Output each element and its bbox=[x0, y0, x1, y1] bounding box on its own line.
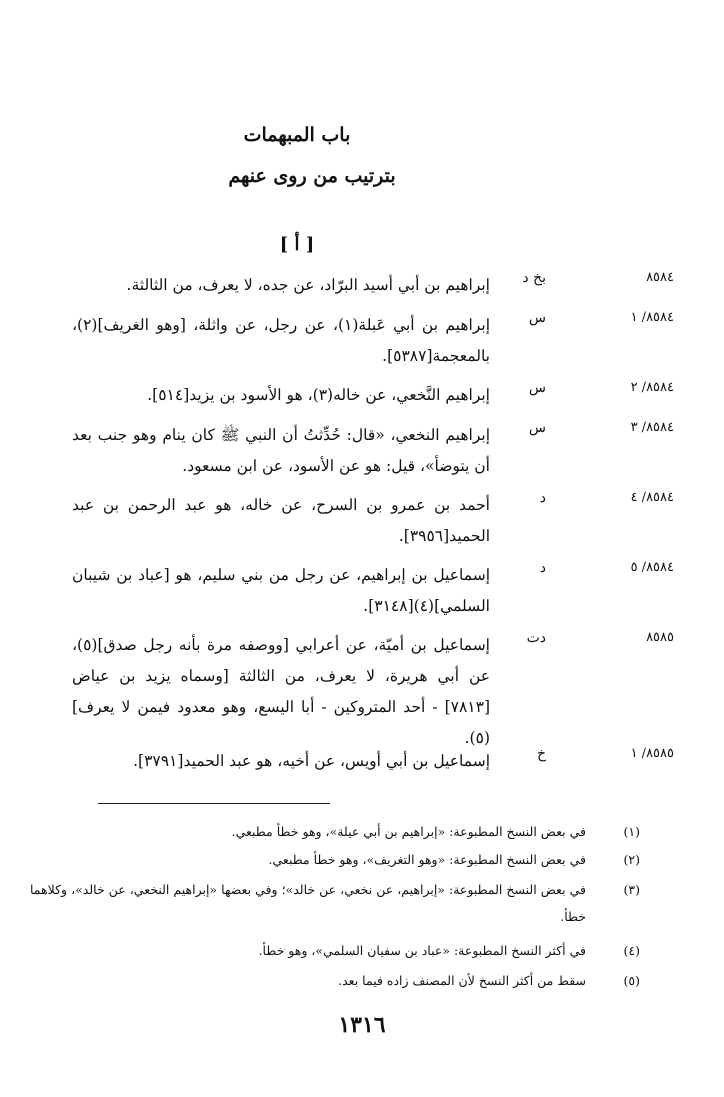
entry-8585-1 bbox=[0, 746, 724, 786]
footnote-number: (٢) bbox=[623, 852, 640, 867]
entry-number: ٨٥٨٤/ ٥ bbox=[630, 560, 674, 575]
entry-number: ٨٥٨٤/ ٣ bbox=[630, 420, 674, 435]
footnote-text: في بعض النسخ المطبوعة: «إبراهيم، عن نخعي، عن خالد»؛ وفي بعضها «إبراهيم النخعي، عن خالد»، وكلاهما خطأ. bbox=[30, 882, 586, 924]
entry-code: س bbox=[528, 310, 546, 326]
page-number: ١٣١٦ bbox=[338, 1012, 386, 1038]
entry-8584-3 bbox=[0, 420, 724, 490]
entry-number: ٨٥٨٤/ ٢ bbox=[630, 380, 674, 395]
footnote-number: (٤) bbox=[623, 943, 640, 958]
footnote-text: في بعض النسخ المطبوعة: «إبراهيم بن أبي عيلة»، وهو خطأ مطبعي. bbox=[231, 824, 586, 839]
entry-number: ٨٥٨٤/ ٤ bbox=[630, 490, 674, 505]
footnote-text: في أكثر النسخ المطبوعة: «عباد بن سفيان السلمي»، وهو خطأ. bbox=[258, 943, 586, 958]
entry-code: خ bbox=[536, 746, 546, 762]
entry-code: بخ د bbox=[522, 270, 546, 286]
entry-number: ٨٥٨٥/ ١ bbox=[630, 746, 674, 761]
entry-text: إبراهيم بن أبي أسيد البرّاد، عن جده، لا يعرف، من الثالثة. bbox=[126, 276, 490, 294]
entry-text: إبراهيم النخعي، «قال: حُدِّثتُ أن النبي ﷺ كان ينام وهو جنب بعد أن يتوضأ»، قيل: هو عن الأسود، عن ابن مسعود. bbox=[72, 426, 490, 475]
entry-text: إسماعيل بن أبي أويس، عن أخيه، هو عبد الحميد[٣٧٩١]. bbox=[133, 752, 490, 770]
entry-code: دت bbox=[526, 630, 546, 646]
footnote-number: (٣) bbox=[623, 882, 640, 897]
entry-text: إبراهيم النَّخعي، عن خاله(٣)، هو الأسود بن يزيد[٥١٤]. bbox=[147, 386, 490, 404]
entry-text: أحمد بن عمرو بن السرح، عن خاله، هو عبد الرحمن بن عبد الحميد[٣٩٥٦]. bbox=[72, 496, 490, 545]
entry-text: إبراهيم بن أبي عَبلة(١)، عن رجل، عن واثلة، [وهو الغريف](٢)، بالمعجمة[٥٣٨٧]. bbox=[72, 316, 490, 365]
entry-text: إسماعيل بن أميّة، عن أعرابي [ووصفه مرة بأنه رجل صدق](٥)، عن أبي هريرة، لا يعرف، من الثالثة [وسماه يزيد بن عياض [٧٨١٣] - أحد المتروكين - أبا اليسع، وهو معدود فيمن لا يعرف](٥). bbox=[72, 636, 490, 747]
footnote-number: (١) bbox=[623, 824, 640, 839]
entry-number: ٨٥٨٤ bbox=[646, 270, 674, 285]
footnote-text: في بعض النسخ المطبوعة: «وهو التغريف»، وهو خطأ مطبعي. bbox=[268, 852, 586, 867]
chapter-subtitle: بترتيب من روى عنهم bbox=[228, 165, 396, 187]
entry-8584-4 bbox=[0, 490, 724, 560]
footnote-number: (٥) bbox=[623, 973, 640, 988]
entry-8584-1 bbox=[0, 310, 724, 380]
footnote-divider bbox=[98, 803, 330, 804]
entry-code: د bbox=[539, 490, 546, 506]
entry-code: د bbox=[539, 560, 546, 576]
section-letter: [ أ ] bbox=[279, 234, 315, 255]
entry-text: إسماعيل بن إبراهيم، عن رجل من بني سليم، هو [عباد بن شيبان السلمي](٤)[٣١٤٨]. bbox=[72, 566, 490, 615]
entry-number: ٨٥٨٥ bbox=[646, 630, 674, 645]
entry-8584-5 bbox=[0, 560, 724, 630]
entry-code: س bbox=[528, 420, 546, 436]
entry-code: س bbox=[528, 380, 546, 396]
entry-number: ٨٥٨٤/ ١ bbox=[630, 310, 674, 325]
entry-8585 bbox=[0, 630, 724, 747]
footnote-text: سقط من أكثر النسخ لأن المصنف زاده فيما بعد. bbox=[338, 973, 586, 988]
chapter-title: باب المبهمات bbox=[243, 124, 351, 146]
